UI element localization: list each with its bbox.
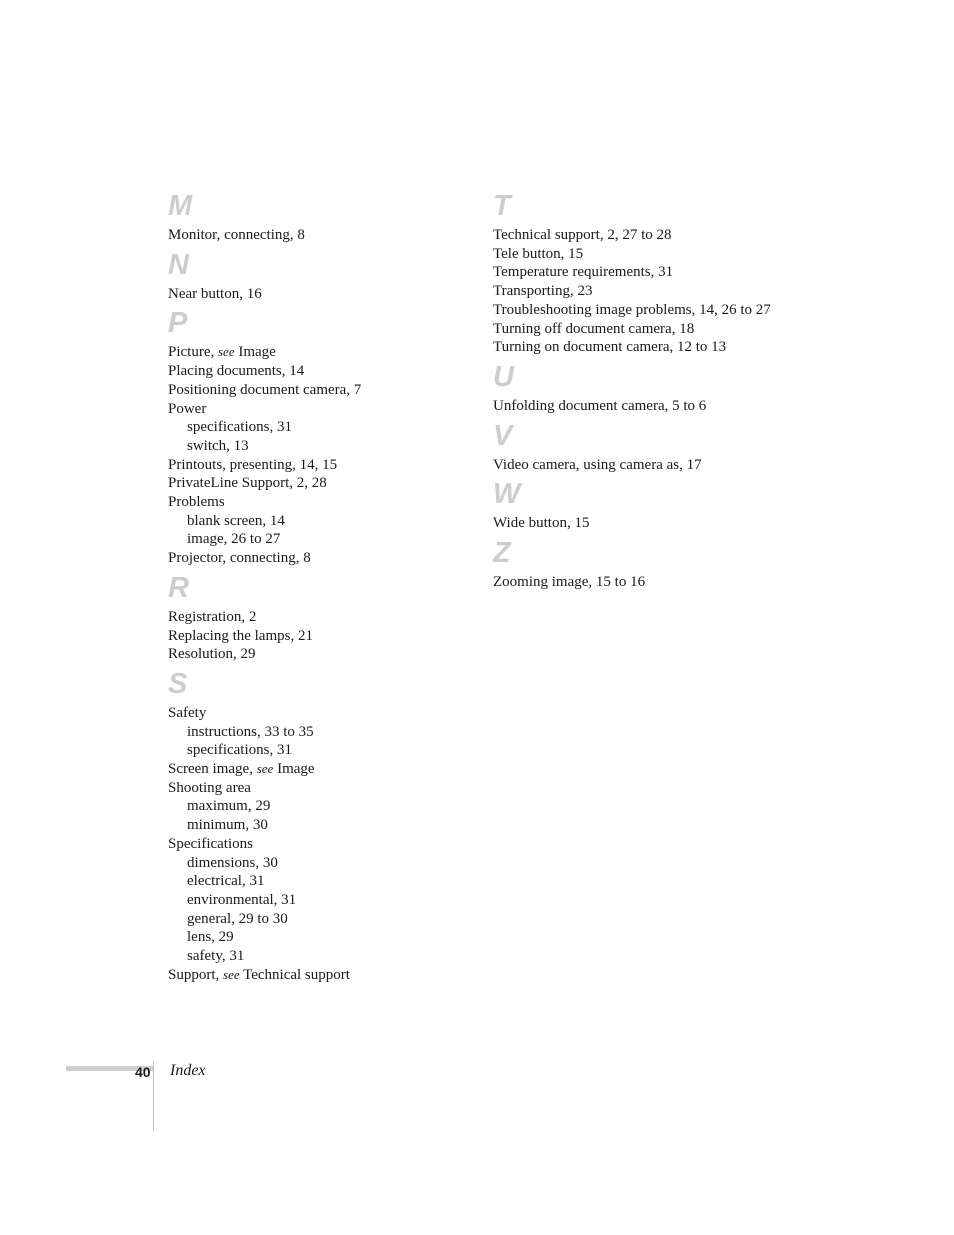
entry-text: Near button, 16 — [168, 285, 262, 302]
index-entry — [168, 400, 468, 419]
running-title: Index — [170, 1062, 206, 1079]
index-section-s — [168, 664, 468, 985]
index-subentry — [168, 891, 468, 910]
entry-text: Safety — [168, 704, 207, 721]
index-entry — [168, 608, 468, 627]
entry-text: Picture, — [168, 344, 218, 361]
index-entry — [168, 704, 468, 723]
entry-text: Wide button, 15 — [493, 515, 590, 532]
index-section-n — [168, 245, 468, 304]
entry-text: Tele button, 15 — [493, 245, 584, 262]
entry-text: Technical support, 2, 27 to 28 — [493, 227, 672, 243]
entry-text: maximum, 29 — [187, 798, 271, 815]
section-letter: W — [493, 478, 521, 511]
section-letter: U — [493, 360, 514, 393]
entry-text: Unfolding document camera, 5 to 6 — [493, 397, 707, 414]
section-letter: N — [168, 248, 189, 281]
see-reference: see — [256, 761, 274, 777]
entry-text: specifications, 31 — [187, 742, 292, 759]
entry-text: Registration, 2 — [168, 608, 257, 625]
index-subentry — [168, 872, 468, 891]
index-entry — [168, 343, 468, 362]
index-entry — [168, 362, 468, 381]
index-entry — [493, 226, 813, 245]
index-entry — [168, 381, 468, 400]
entry-text: Shooting area — [168, 779, 251, 796]
entry-text: Support, — [168, 966, 224, 983]
index-entry — [493, 514, 813, 533]
footer-divider — [153, 1062, 154, 1130]
index-entry — [168, 835, 468, 854]
index-subentry — [168, 530, 468, 549]
index-entry — [168, 474, 468, 493]
entry-text: Screen image, — [168, 761, 257, 778]
entry-text: Monitor, connecting, 8 — [168, 227, 305, 243]
index-subentry — [168, 418, 468, 437]
index-column-left — [168, 186, 468, 985]
entry-text: Projector, connecting, 8 — [168, 550, 311, 567]
section-letter: M — [168, 190, 193, 222]
section-letter: Z — [493, 537, 511, 570]
section-letter: T — [493, 190, 511, 222]
section-letter: P — [168, 307, 188, 340]
entry-text: Problems — [168, 494, 225, 511]
entry-text: safety, 31 — [187, 948, 245, 965]
entry-text: Transporting, 23 — [493, 283, 593, 300]
index-section-w — [493, 474, 813, 533]
entry-text: Positioning document camera, 7 — [168, 381, 362, 398]
entry-text: electrical, 31 — [187, 873, 265, 890]
entry-text: PrivateLine Support, 2, 28 — [168, 475, 327, 492]
entry-text: Replacing the lamps, 21 — [168, 627, 313, 644]
index-entry — [168, 779, 468, 798]
index-entry — [168, 285, 468, 304]
index-section-p — [168, 303, 468, 567]
entry-text: dimensions, 30 — [187, 854, 278, 871]
index-entry — [168, 456, 468, 475]
entry-text: switch, 13 — [187, 437, 249, 454]
index-subentry — [168, 797, 468, 816]
index-subentry — [168, 928, 468, 947]
entry-text: Power — [168, 400, 207, 417]
entry-text: Troubleshooting image problems, 14, 26 to 27 — [493, 301, 771, 318]
entry-text: Resolution, 29 — [168, 646, 256, 663]
index-entry — [168, 226, 468, 245]
index-entry — [493, 301, 813, 320]
index-subentry — [168, 910, 468, 929]
entry-text: Zooming image, 15 to 16 — [493, 574, 646, 591]
entry-text: minimum, 30 — [187, 817, 268, 834]
page-number: 40 — [135, 1064, 151, 1080]
index-section-m — [168, 186, 468, 245]
see-reference: see — [223, 966, 240, 982]
see-target: Image — [273, 761, 315, 778]
entry-text: Turning off document camera, 18 — [493, 320, 695, 337]
entry-text: Turning on document camera, 12 to 13 — [493, 339, 727, 356]
index-entry — [168, 966, 468, 985]
index-section-t — [493, 186, 813, 357]
index-entry — [493, 456, 813, 475]
entry-text: general, 29 to 30 — [187, 910, 288, 927]
index-section-u — [493, 357, 813, 416]
index-entry — [493, 263, 813, 282]
section-letter: R — [168, 571, 189, 604]
index-entry — [493, 320, 813, 339]
index-subentry — [168, 947, 468, 966]
index-subentry — [168, 854, 468, 873]
index-section-v — [493, 416, 813, 475]
entry-text: Specifications — [168, 835, 253, 852]
entry-text: Video camera, using camera as, 17 — [493, 456, 702, 473]
entry-text: lens, 29 — [187, 929, 234, 946]
see-reference: see — [218, 344, 235, 360]
index-entry — [493, 338, 813, 357]
entry-text: specifications, 31 — [187, 419, 292, 436]
see-target: Technical support — [239, 966, 350, 983]
index-entry — [493, 573, 813, 592]
index-entry — [168, 627, 468, 646]
index-entry — [493, 282, 813, 301]
entry-text: instructions, 33 to 35 — [187, 723, 314, 740]
entry-text: Printouts, presenting, 14, 15 — [168, 456, 338, 473]
index-section-r — [168, 568, 468, 664]
index-subentry — [168, 512, 468, 531]
see-target: Image — [234, 344, 276, 361]
index-subentry — [168, 816, 468, 835]
index-subentry — [168, 437, 468, 456]
index-subentry — [168, 723, 468, 742]
entry-text: Placing documents, 14 — [168, 363, 305, 380]
entry-text: environmental, 31 — [187, 891, 297, 908]
index-subentry — [168, 741, 468, 760]
index-column-right — [493, 186, 813, 592]
index-entry — [493, 397, 813, 416]
section-letter: V — [493, 419, 513, 452]
section-letter: S — [168, 667, 188, 700]
index-entry — [493, 245, 813, 264]
index-entry — [168, 493, 468, 512]
index-entry — [168, 645, 468, 664]
index-entry — [168, 760, 468, 779]
entry-text: Temperature requirements, 31 — [493, 264, 674, 281]
index-section-z — [493, 533, 813, 592]
entry-text: blank screen, 14 — [187, 512, 285, 529]
index-entry — [168, 549, 468, 568]
entry-text: image, 26 to 27 — [187, 531, 281, 548]
